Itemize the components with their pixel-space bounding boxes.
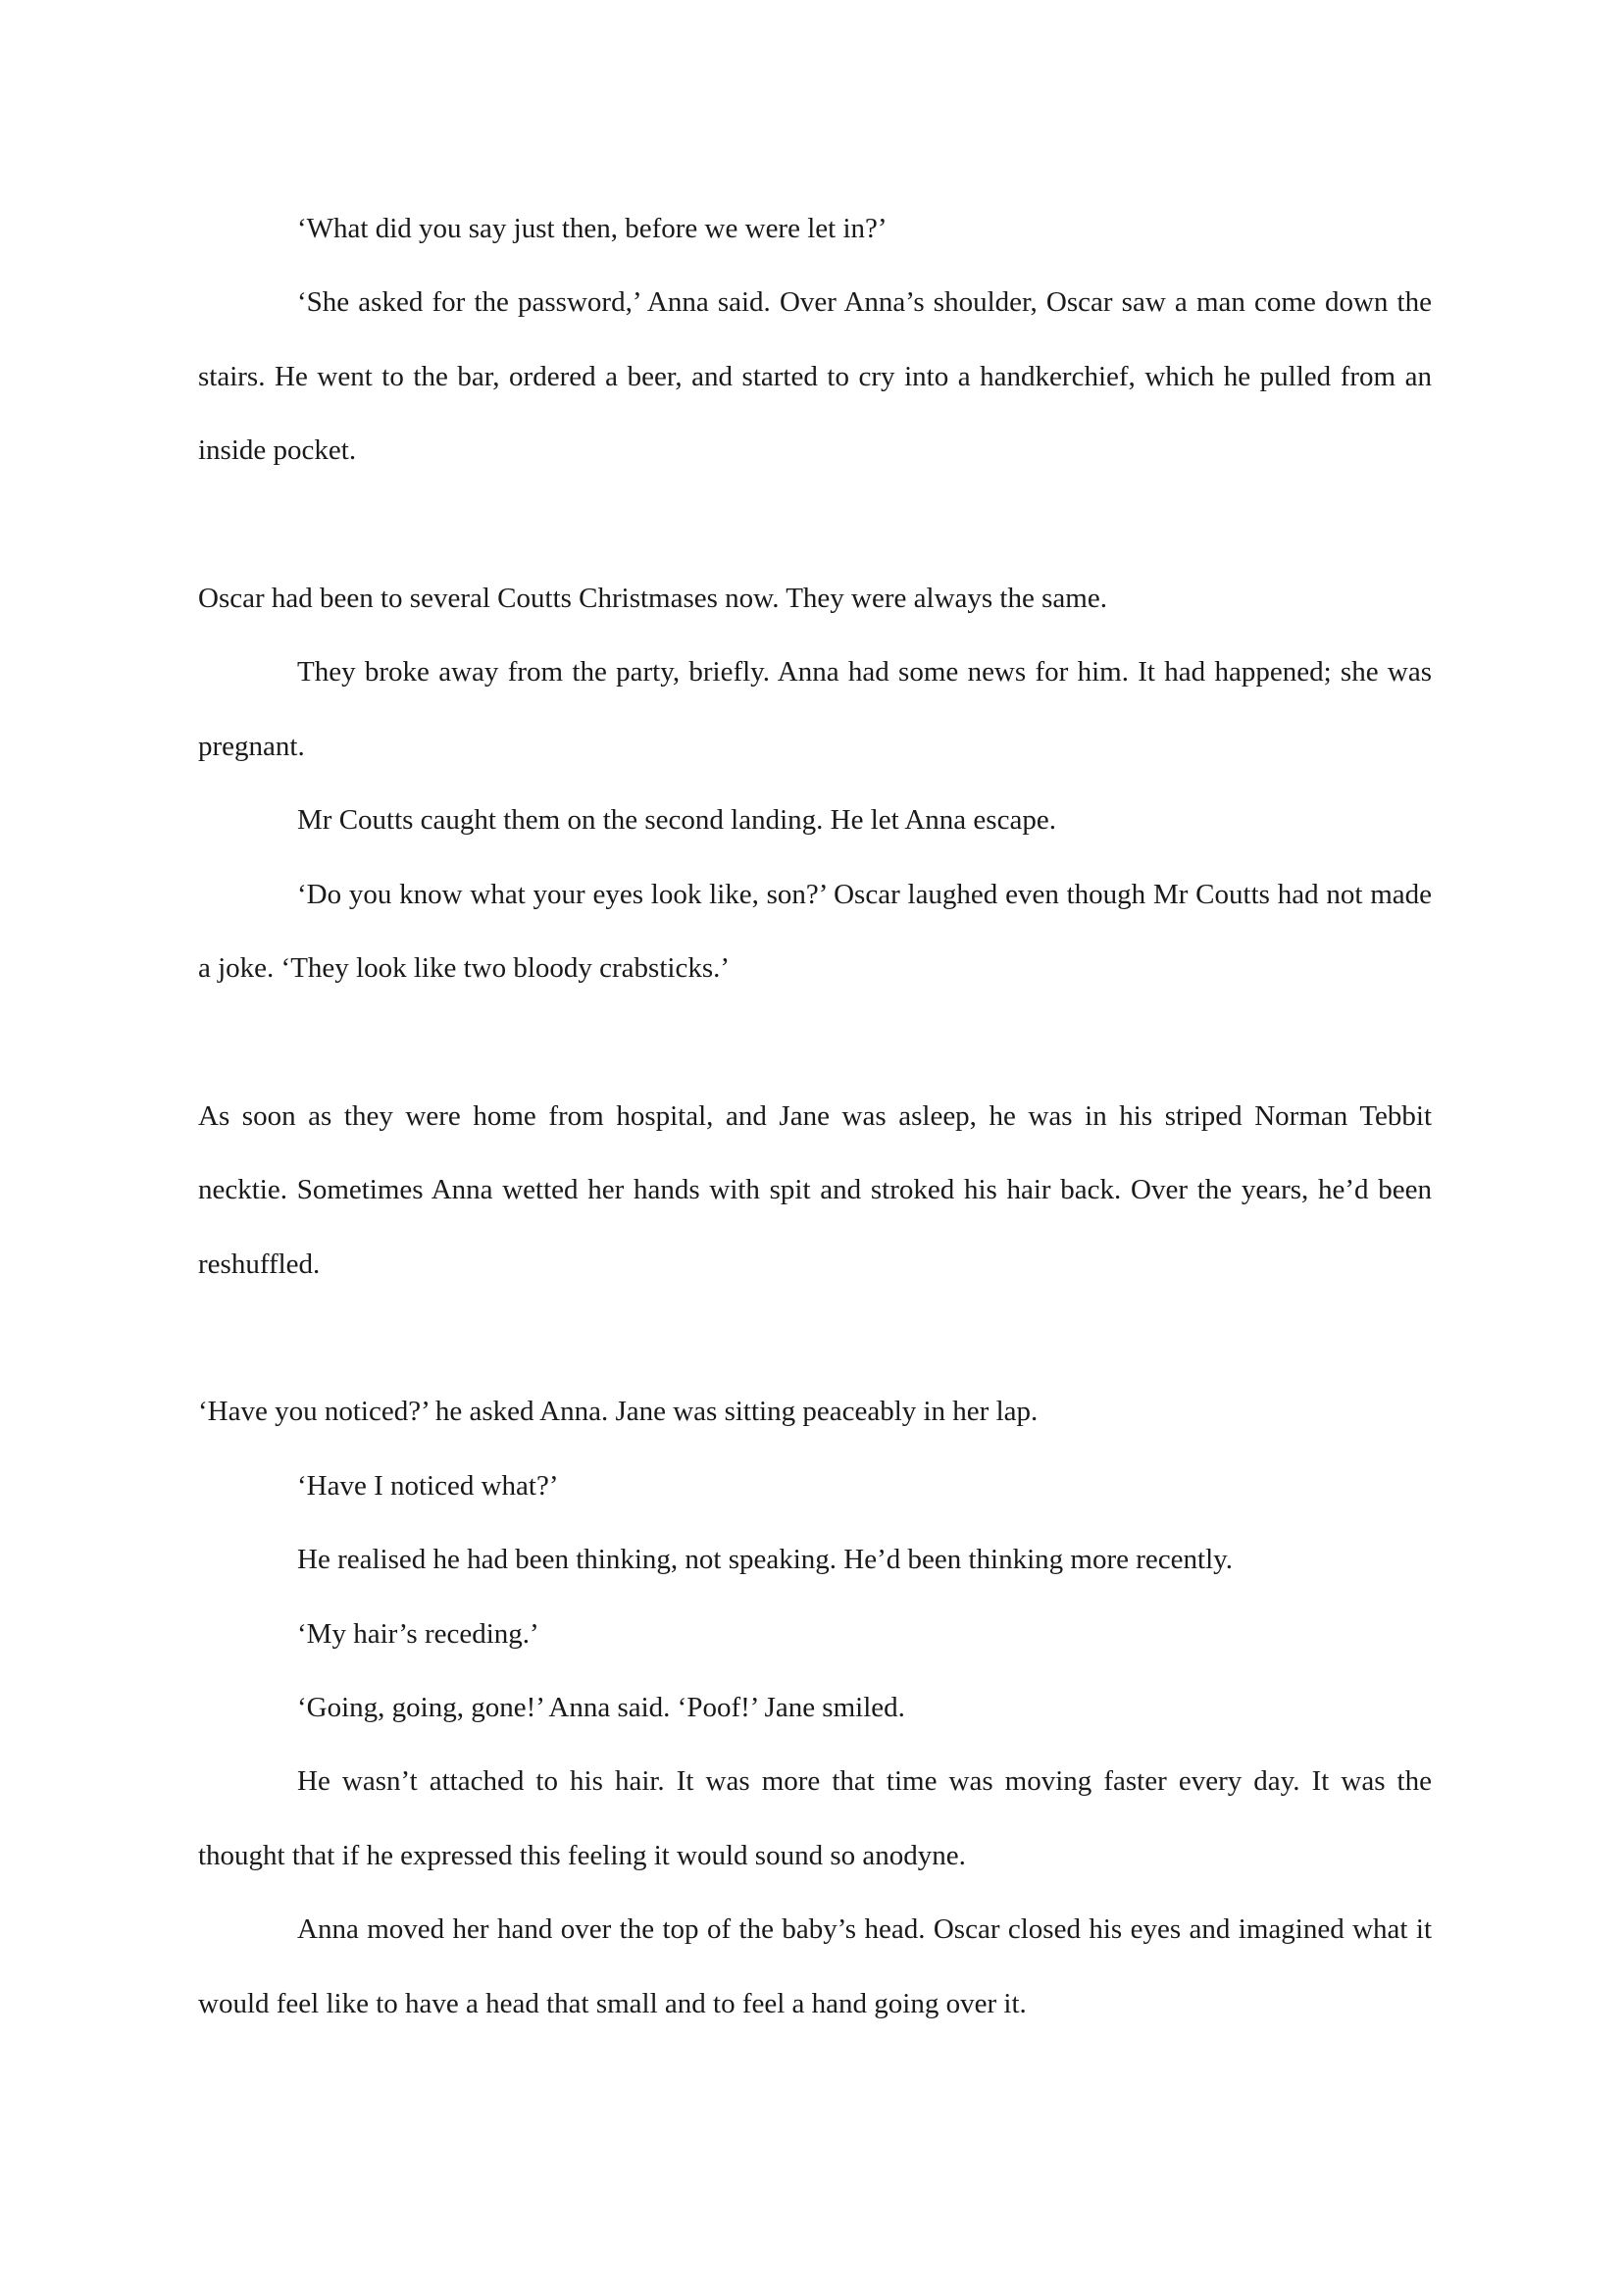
paragraph: ‘Have you noticed?’ he asked Anna. Jane was sitting peaceably in her lap. xyxy=(198,1396,1039,1428)
paragraph: He realised he had been thinking, not speaking. He’d been thinking more recently. xyxy=(297,1544,1234,1576)
paragraph: Oscar had been to several Coutts Christmases now. They were always the same. xyxy=(198,583,1107,615)
paragraph: They broke away from the party, briefly. Anna had some news for him. It had happened; she was pregnant. xyxy=(198,656,1432,762)
paragraph: Anna moved her hand over the top of the baby’s head. Oscar closed his eyes and imagined what it would feel like to have a head that small and to feel a hand going over it. xyxy=(198,1913,1432,2019)
body-text xyxy=(198,192,1432,2041)
paragraph: ‘Do you know what your eyes look like, son?’ Oscar laughed even though Mr Coutts had not made a joke. ‘They look like two bloody crabsticks.’ xyxy=(198,878,1432,985)
paragraph: ‘What did you say just then, before we were let in?’ xyxy=(297,213,888,244)
scene-break xyxy=(198,1005,1432,1079)
scene-break xyxy=(198,488,1432,562)
paragraph: Mr Coutts caught them on the second landing. He let Anna escape. xyxy=(297,804,1056,837)
paragraph: ‘She asked for the password,’ Anna said. Over Anna’s shoulder, Oscar saw a man come down the stairs. He went to the bar, ordered a beer, and started to cry into a handkerchief, which he pulled from an inside pocket. xyxy=(198,286,1432,467)
paragraph: ‘My hair’s receding.’ xyxy=(297,1617,539,1650)
paragraph: ‘Have I noticed what?’ xyxy=(297,1469,559,1502)
paragraph: He wasn’t attached to his hair. It was more that time was moving faster every day. It was the thought that if he expressed this feeling it would sound so anodyne. xyxy=(198,1765,1432,1871)
paragraph: ‘Going, going, gone!’ Anna said. ‘Poof!’ Jane smiled. xyxy=(297,1692,905,1724)
paragraph: As soon as they were home from hospital, and Jane was asleep, he was in his striped Norman Tebbit necktie. Sometimes Anna wetted her hands with spit and stroked his hair back. Over the years, he’d been reshuffled. xyxy=(198,1099,1432,1280)
scene-break xyxy=(198,1301,1432,1375)
